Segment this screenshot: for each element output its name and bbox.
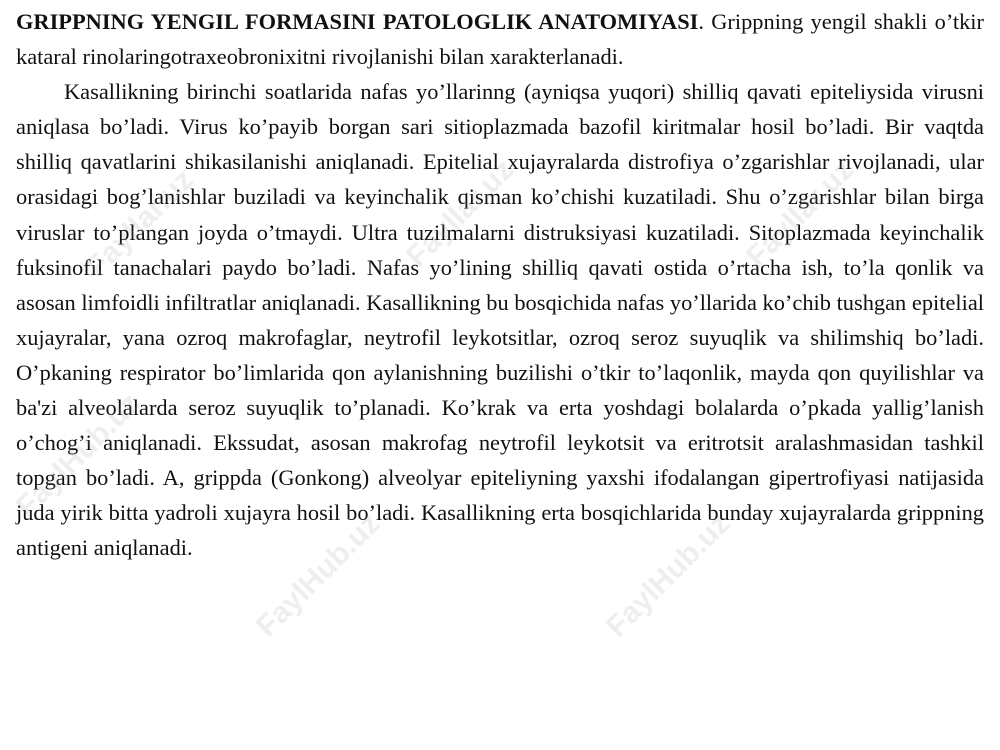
document-page bbox=[16, 4, 984, 566]
watermark-text: Fayllar.uz bbox=[80, 163, 201, 284]
watermark-text: Fayllar.uz bbox=[740, 153, 861, 274]
paragraph-1 bbox=[16, 4, 984, 74]
section-heading: GRIPPNING YENGIL FORMASINI PATOLOGLIK ANATOMIYASI bbox=[16, 9, 699, 34]
watermark-text: FaylHub.uz bbox=[600, 506, 737, 644]
watermark-text: Fayllar.uz bbox=[400, 153, 521, 274]
watermark-text: FaylHub.uz bbox=[250, 506, 387, 644]
intro-sentence: . Grippning yengil shakli o’tkir kataral rinolaringotraxeobronixitni rivojlanishi bilan xarakterlanadi. bbox=[16, 9, 984, 70]
watermark-text: FaylHub.uz bbox=[10, 386, 147, 524]
paragraph-2: Kasallikning birinchi soatlarida nafas yo’llarinng (ayniqsa yuqori) shilliq qavati epiteliysida virusni aniqlasa bo’ladi. Virus ko’payib borgan sari sitioplazmada bazofil kiritmalar hosil bo’ladi. Bir vaqtda shilliq qavatlarini shikasilanishi aniqlanadi. Epitelial xujayralarda distrofiya o’zgarishlar rivojlanadi, ular orasidagi bog’lanishlar buziladi va keyinchalik qisman ko’chishi kuzatiladi. Shu o’zgarishlar bilan birga viruslar to’plangan joyda o’tmaydi. Ultra tuzilmalarni distruksiyasi kuzatiladi. Sitoplazmada keyinchalik fuksinofil tanachalari paydo bo’ladi. Nafas yo’lining shilliq qavati ostida o’rtacha ish, to’la qonlik va asosan limfoidli infiltratlar aniqlanadi. Kasallikning bu bosqichida nafas yo’llarida ko’chib tushgan epitelial xujayralar, yana ozroq makrofaglar, neytrofil leykotsitlar, ozroq seroz suyuqlik va shilimshiq bo’ladi. O’pkaning respirator bo’limlarida qon aylanishning buzilishi o’tkir to’laqonlik, mayda qon quyilishlar va ba'zi alveolalarda seroz suyuqlik to’planadi. Ko’krak va erta yoshdagi bolalarda o’pkada yallig’lanish o’chog’i aniqlanadi. Ekssudat, asosan makrofag neytrofil leykotsit va eritrotsit aralashmasidan tashkil topgan bo’ladi. A, grippda (Gonkong) alveolyar epiteliyning yaxshi ifodalangan gipertrofiyasi natijasida juda yirik bitta yadroli xujayra hosil bo’ladi. Kasallikning erta bosqichlarida bunday xujayralarda grippning antigeni aniqlanadi. bbox=[16, 79, 984, 561]
